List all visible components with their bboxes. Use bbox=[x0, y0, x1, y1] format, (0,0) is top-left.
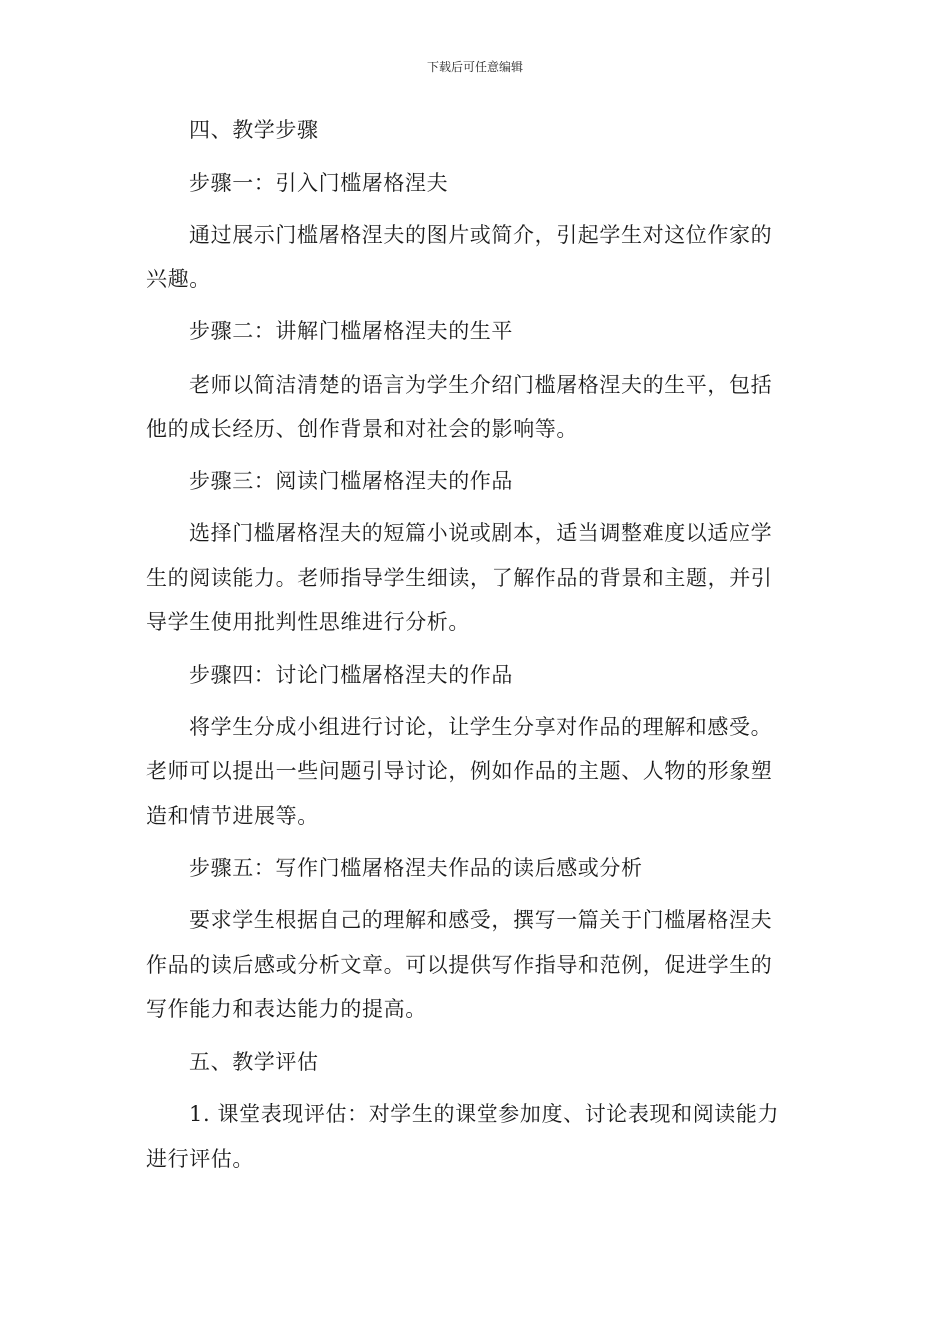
section-heading: 四、教学步骤 bbox=[189, 118, 319, 142]
paragraph-line: 导学生使用批判性思维进行分析。 bbox=[146, 610, 470, 634]
step-heading: 步骤四：讨论门槛屠格涅夫的作品 bbox=[189, 663, 513, 687]
paragraph-line: 写作能力和表达能力的提高。 bbox=[146, 997, 427, 1021]
step-heading: 步骤五：写作门槛屠格涅夫作品的读后感或分析 bbox=[189, 856, 643, 880]
page-header: 下载后可任意编辑 bbox=[426, 60, 523, 74]
step-heading: 步骤三：阅读门槛屠格涅夫的作品 bbox=[189, 469, 513, 493]
paragraph-line: 将学生分成小组进行讨论，让学生分享对作品的理解和感受。 bbox=[189, 715, 773, 739]
step-heading: 步骤一：引入门槛屠格涅夫 bbox=[189, 171, 449, 195]
section-heading: 五、教学评估 bbox=[189, 1050, 319, 1074]
list-item-line: 进行评估。 bbox=[146, 1147, 254, 1171]
paragraph-line: 选择门槛屠格涅夫的短篇小说或剧本，适当调整难度以适应学 bbox=[189, 521, 773, 545]
paragraph-line: 老师以简洁清楚的语言为学生介绍门槛屠格涅夫的生平，包括 bbox=[189, 373, 773, 397]
paragraph-line: 造和情节进展等。 bbox=[146, 804, 319, 828]
paragraph-line: 作品的读后感或分析文章。可以提供写作指导和范例，促进学生的 bbox=[146, 953, 773, 977]
list-item-line: 1. 课堂表现评估：对学生的课堂参加度、讨论表现和阅读能力 bbox=[189, 1102, 780, 1126]
paragraph-line: 老师可以提出一些问题引导讨论，例如作品的主题、人物的形象塑 bbox=[146, 759, 773, 783]
paragraph-line: 通过展示门槛屠格涅夫的图片或简介，引起学生对这位作家的 bbox=[189, 223, 773, 247]
step-heading: 步骤二：讲解门槛屠格涅夫的生平 bbox=[189, 319, 513, 343]
paragraph-line: 生的阅读能力。老师指导学生细读，了解作品的背景和主题，并引 bbox=[146, 566, 773, 590]
paragraph-line: 兴趣。 bbox=[146, 267, 211, 291]
paragraph-line: 要求学生根据自己的理解和感受，撰写一篇关于门槛屠格涅夫 bbox=[189, 908, 773, 932]
paragraph-line: 他的成长经历、创作背景和对社会的影响等。 bbox=[146, 417, 578, 441]
